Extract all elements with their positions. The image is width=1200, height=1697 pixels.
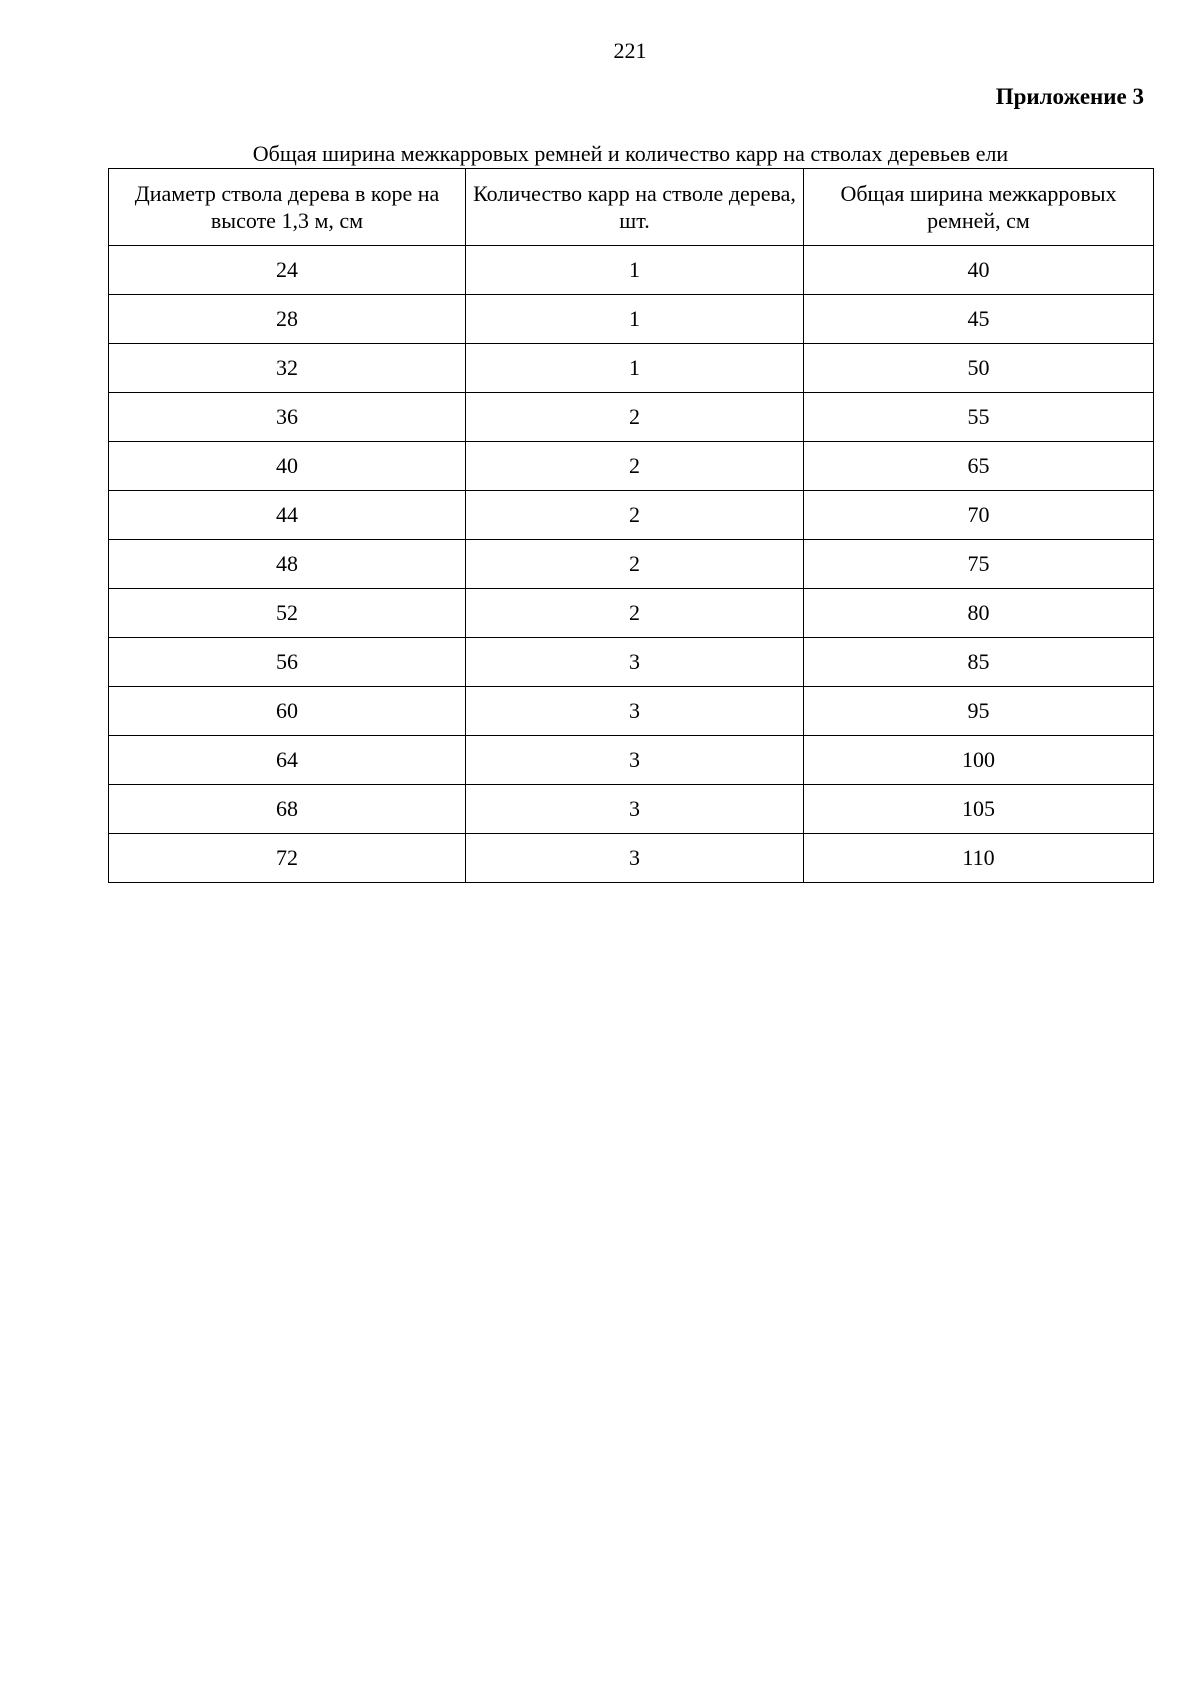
table-row: [109, 785, 1154, 834]
page-number: 221: [613, 38, 647, 63]
table-row: [109, 246, 1154, 295]
cell-strip-width: 85: [804, 638, 1154, 687]
cell-diameter: 72: [109, 834, 466, 883]
cell-strip-width: 70: [804, 491, 1154, 540]
cell-tap-count: 3: [466, 687, 804, 736]
cell-strip-width: 110: [804, 834, 1154, 883]
table-row: [109, 589, 1154, 638]
cell-tap-count: 1: [466, 246, 804, 295]
cell-strip-width: 95: [804, 687, 1154, 736]
appendix-label: Приложение 3: [995, 84, 1144, 109]
cell-diameter: 44: [109, 491, 466, 540]
cell-tap-count: 2: [466, 491, 804, 540]
table-row: [109, 736, 1154, 785]
table-header-row: [109, 169, 1154, 246]
cell-diameter: 52: [109, 589, 466, 638]
cell-diameter: 68: [109, 785, 466, 834]
cell-diameter: 64: [109, 736, 466, 785]
table-row: [109, 393, 1154, 442]
table-row: [109, 687, 1154, 736]
cell-tap-count: 2: [466, 540, 804, 589]
cell-tap-count: 3: [466, 785, 804, 834]
table-body: [109, 246, 1154, 883]
cell-diameter: 48: [109, 540, 466, 589]
cell-diameter: 40: [109, 442, 466, 491]
header-diameter: Диаметр ствола дерева в коре на высоте 1,3 м, см: [109, 169, 466, 246]
cell-strip-width: 65: [804, 442, 1154, 491]
cell-diameter: 56: [109, 638, 466, 687]
cell-diameter: 60: [109, 687, 466, 736]
table-row: [109, 295, 1154, 344]
table-caption: Общая ширина межкарровых ремней и количество карр на стволах деревьев ели: [252, 141, 1009, 166]
table-header: [109, 169, 1154, 246]
cell-tap-count: 3: [466, 638, 804, 687]
table-row: [109, 491, 1154, 540]
data-table: [108, 168, 1154, 883]
table-row: [109, 834, 1154, 883]
cell-strip-width: 55: [804, 393, 1154, 442]
header-tap-count: Количество карр на стволе дерева, шт.: [466, 169, 804, 246]
cell-diameter: 36: [109, 393, 466, 442]
cell-tap-count: 2: [466, 393, 804, 442]
cell-strip-width: 50: [804, 344, 1154, 393]
cell-tap-count: 3: [466, 834, 804, 883]
header-strip-width: Общая ширина межкарровых ремней, см: [804, 169, 1154, 246]
cell-tap-count: 2: [466, 442, 804, 491]
cell-strip-width: 40: [804, 246, 1154, 295]
cell-tap-count: 3: [466, 736, 804, 785]
table-row: [109, 442, 1154, 491]
cell-strip-width: 80: [804, 589, 1154, 638]
table-row: [109, 344, 1154, 393]
cell-diameter: 24: [109, 246, 466, 295]
cell-strip-width: 75: [804, 540, 1154, 589]
cell-strip-width: 100: [804, 736, 1154, 785]
cell-tap-count: 1: [466, 295, 804, 344]
cell-tap-count: 1: [466, 344, 804, 393]
cell-tap-count: 2: [466, 589, 804, 638]
cell-strip-width: 105: [804, 785, 1154, 834]
cell-diameter: 32: [109, 344, 466, 393]
cell-diameter: 28: [109, 295, 466, 344]
cell-strip-width: 45: [804, 295, 1154, 344]
table-row: [109, 540, 1154, 589]
table-row: [109, 638, 1154, 687]
